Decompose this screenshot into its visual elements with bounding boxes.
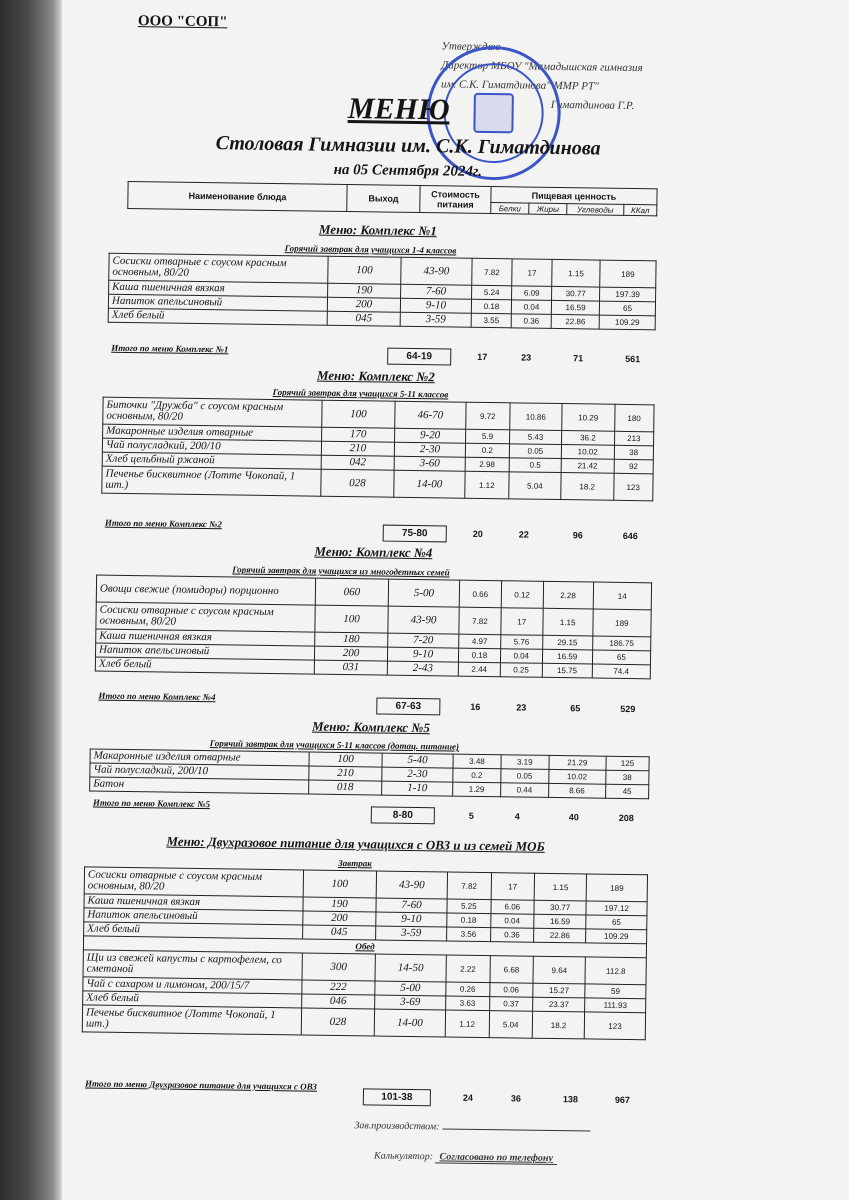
table-cell: 5.43 [509,430,562,445]
table-cell: 100 [303,870,376,898]
total-kcal: 529 [620,703,636,715]
table-cell: Чай полусладкий, 200/10 [90,763,309,780]
table-cell: 1.12 [445,1010,489,1038]
table-cell: 0.5 [509,458,562,473]
table-cell: 3-59 [376,926,447,941]
table-cell: 9.64 [533,956,586,984]
table-cell: 14-50 [375,954,446,982]
table-cell: 042 [321,455,394,470]
table-cell: Напиток апельсиновый [108,294,327,311]
col-yield: Выход [347,185,420,213]
table-cell: 14-00 [394,470,465,498]
table-cell: Хлеб белый [84,922,303,939]
table-cell: Хлеб белый [95,657,314,674]
table-cell: 300 [302,953,375,981]
table-cell: 23.37 [533,997,585,1012]
table-cell: 0.04 [511,300,551,315]
table-cell: 018 [309,780,382,795]
table-cell: 109.29 [599,315,655,330]
production-label: Зав.производством: [354,1120,440,1133]
total-fat: 23 [516,702,527,713]
col-nutrition: Пищевая ценность [491,187,657,205]
table-cell: 5.24 [472,285,512,300]
table-cell: 1-10 [382,781,453,796]
table-cell: 3.55 [471,313,511,328]
table-cell: Чай полусладкий, 200/10 [102,438,321,455]
table-cell: 3.48 [453,754,501,769]
total-kcal: 967 [614,1094,630,1106]
table-cell: 21.29 [549,755,606,770]
total-protein: 24 [462,1092,473,1103]
table-cell: 5.9 [466,429,510,444]
table-cell: 14-00 [374,1009,445,1037]
col-cost: Стоимость питания [420,186,491,214]
table-cell: Сосиски отварные с соусом красным основным, 80/20 [84,867,303,897]
table-cell: 100 [322,400,395,428]
menu-table [101,397,654,502]
table-cell: 74.4 [592,664,651,679]
approval-line: Утверждаю [441,40,501,54]
table-cell: 3-59 [400,312,471,327]
table-cell: 92 [614,459,654,474]
table-cell: 18.2 [532,1011,585,1039]
table-cell: 189 [593,609,652,637]
table-cell: 5.25 [447,899,491,914]
table-cell: Напиток апельсиновый [84,908,303,925]
total-kcal: 561 [625,353,641,365]
table-cell: 17 [491,873,535,901]
table-cell: 17 [512,259,552,287]
table-cell: 060 [315,578,388,606]
table-cell: 190 [303,897,376,912]
table-cell: 100 [309,752,382,767]
table-cell: 4.97 [459,634,501,649]
table-cell: 109.29 [586,929,647,944]
table-cell: 213 [614,431,654,446]
table-cell: 0.66 [459,580,501,608]
table-cell: 7.82 [472,258,512,286]
table-cell: 210 [309,766,382,781]
table-cell: 14 [593,582,652,610]
table-cell: 5.04 [489,1011,533,1039]
table-cell: 38 [606,770,649,785]
table-cell: 028 [321,469,394,497]
table-cell: 0.04 [490,914,534,929]
table-cell: 2-43 [387,661,458,676]
total-carbs: 40 [568,812,579,823]
table-cell: 5.76 [500,635,542,650]
company-name: ООО "СОП" [137,13,228,31]
calculator-value: Согласовано по телефону [435,1151,557,1165]
total-carbs: 96 [572,530,583,541]
table-cell: 031 [314,660,387,675]
table-cell: 2-30 [382,767,453,782]
table-cell: Сосиски отварные с соусом красным основным, 80/20 [96,602,315,632]
table-cell: 45 [605,784,648,799]
table-cell: 7.82 [459,607,501,635]
table-cell: Каша пшеничная вязкая [109,280,328,297]
table-cell: 123 [584,1012,645,1040]
total-protein: 17 [477,351,488,362]
production-signature [354,1120,590,1134]
total-protein: 16 [470,701,481,712]
table-cell: 0.2 [453,768,501,783]
table-cell: 2.98 [465,457,509,472]
table-cell: 10.29 [562,404,615,432]
table-cell: 9-10 [400,298,471,313]
table-cell: 197.39 [600,287,656,302]
section-title: Меню: Комплекс №2 [316,367,435,385]
total-cost: 8-80 [371,806,435,824]
table-cell: 200 [303,911,376,926]
table-cell: Обед [83,936,646,958]
table-cell: 0.2 [465,443,509,458]
table-cell: 210 [321,441,394,456]
table-cell: 16.59 [534,914,586,929]
table-cell: 7-20 [388,633,459,648]
table-cell: 2-30 [394,442,465,457]
table-cell: Сосиски отварные с соусом красным основным, 80/20 [109,253,328,283]
table-cell: 1.12 [465,471,509,499]
table-cell: 9-10 [376,912,447,927]
col-fat: Жиры [529,203,567,215]
table-cell: 170 [322,427,395,442]
table-cell: 200 [327,297,400,312]
total-fat: 22 [518,529,529,540]
table-cell: 43-90 [388,606,459,634]
table-cell: 22.86 [534,928,586,943]
table-cell: Овощи свежие (помидоры) порционно [96,575,315,605]
table-cell: 0.12 [501,581,543,609]
total-protein: 5 [468,810,474,821]
table-cell: 15.75 [542,663,592,678]
col-name: Наименование блюда [128,181,347,211]
table-cell: 7-60 [376,898,447,913]
table-cell: 36.2 [562,431,615,446]
table-cell: 5-00 [388,579,459,607]
table-cell: 65 [586,915,647,930]
table-cell: 16.59 [551,300,599,315]
table-cell: 6.06 [491,900,535,915]
total-fat: 36 [510,1093,521,1104]
table-cell: 180 [315,632,388,647]
table-cell: 0.18 [471,299,511,314]
table-cell: 18.2 [561,473,614,501]
meal-title: Горячий завтрак для учащихся 5-11 классов [272,387,449,400]
section-title: Меню: Комплекс №1 [318,221,437,239]
table-cell: 7-60 [401,284,472,299]
table-cell: Макаронные изделия отварные [90,749,309,766]
total-cost: 67-63 [376,697,440,715]
table-cell: 43-90 [376,871,447,899]
total-label: Итого по меню Комплекс №4 [98,690,216,703]
table-cell: Напиток апельсиновый [95,643,314,660]
total-label: Итого по меню Комплекс №1 [111,342,229,355]
table-cell: Хлеб белый [108,308,327,325]
table-cell: Щи из свежей капусты с картофелем, со сметаной [83,950,302,980]
table-cell: 15.27 [533,983,585,998]
table-cell: 3.63 [446,996,490,1011]
meal-title: Завтрак [338,857,372,869]
table-cell: 9.72 [466,402,510,430]
table-cell: 0.25 [500,663,542,678]
table-cell: 0.36 [490,928,534,943]
table-cell: 1.15 [534,873,587,901]
meal-title: Горячий завтрак для учащихся 1-4 классов [284,243,457,256]
table-cell: 222 [302,980,375,995]
table-cell: 112.8 [585,957,646,985]
table-cell: 3-69 [375,995,446,1010]
total-label: Итого по меню Комплекс №2 [104,517,223,530]
menu-table [89,748,650,799]
table-cell: Печенье бисквитное (Лотте Чокопай, 1 шт.) [102,466,321,496]
table-cell: Биточки "Дружба" с соусом красным основным, 80/20 [103,397,322,427]
total-carbs: 65 [570,703,581,714]
table-cell: Каша пшеничная вязкая [84,894,303,911]
table-cell: 8.66 [548,783,605,798]
table-cell: 125 [606,756,649,771]
total-cost: 101-38 [363,1088,431,1106]
table-cell: 46-70 [395,401,466,429]
col-carbs: Углеводы [567,204,624,216]
table-cell: 0.18 [458,648,500,663]
table-cell: 0.05 [509,444,562,459]
menu-document [44,12,830,1203]
table-cell: 045 [327,311,400,326]
page-title: МЕНЮ [347,92,450,127]
table-cell: 2.28 [543,581,593,609]
table-cell: 186.75 [592,636,651,651]
total-label: Итого по меню Комплекс №5 [92,797,211,810]
calculator-signature [374,1150,557,1164]
table-cell: 59 [585,984,646,999]
table-cell: 0.36 [511,314,551,329]
total-kcal: 646 [622,530,638,542]
table-cell: 43-90 [401,257,472,285]
table-cell: 2.44 [458,662,500,677]
total-cost: 75-80 [383,525,447,543]
table-cell: 200 [314,646,387,661]
table-cell: 5.04 [508,472,561,500]
section-title: Меню: Комплекс №5 [311,718,431,736]
table-cell: 22.86 [551,314,599,329]
table-cell: 7.82 [447,872,491,900]
table-cell: 16.59 [542,649,592,664]
table-cell: Хлеб белый [83,991,302,1008]
table-cell: 30.77 [534,900,586,915]
menu-table [82,866,648,1040]
table-cell: 0.44 [500,783,548,798]
section-title: Меню: Двухразовое питание для учащихся с ОВЗ и из семей МОБ [166,833,545,854]
total-fat: 4 [514,811,520,822]
col-protein: Белки [491,203,529,215]
table-cell: 6.09 [512,286,552,301]
column-header [127,181,657,216]
meal-title: Горячий завтрак для учащихся из многодетных семей [232,564,450,578]
table-cell: 29.15 [542,635,592,650]
table-cell: 65 [599,301,655,316]
table-cell: 045 [303,925,376,940]
table-cell: 028 [301,1008,374,1036]
table-cell: 189 [600,260,656,288]
menu-date: на 05 Сентября 2024г. [333,161,483,180]
table-cell: 1.15 [552,259,600,287]
table-cell: 10.86 [509,403,562,431]
table-cell: 046 [302,994,375,1009]
table-cell: 5-00 [375,981,446,996]
table-cell: 3.19 [501,755,549,770]
total-label: Итого по меню Двухразовое питание для учащихся с ОВЗ [84,1078,317,1092]
meal-title: Горячий завтрак для учащихся 5-11 классов (дотац. питание) [209,738,460,752]
table-cell: 10.02 [561,445,614,460]
table-cell: 190 [328,283,401,298]
table-cell: Хлеб цельбный ржаной [102,452,321,469]
table-cell: 5-40 [382,753,453,768]
table-cell: Макаронные изделия отварные [103,424,322,441]
table-cell: 0.18 [447,913,491,928]
table-cell: 0.37 [489,997,533,1012]
table-cell: 0.26 [446,982,490,997]
table-cell: 9-10 [387,647,458,662]
table-cell: 100 [328,256,401,284]
table-cell: 100 [315,605,388,633]
total-carbs: 71 [573,353,584,364]
approval-line: Гиматдинова Г.Р. [550,98,635,113]
approval-line: Директор МБОУ "Мамадышская гимназия [441,59,643,75]
col-kcal: ККал [624,204,657,215]
table-cell: 111.93 [585,998,646,1013]
total-fat: 23 [521,352,532,363]
table-cell: Чай с сахаром и лимоном, 200/15/7 [83,977,302,994]
table-cell: 123 [613,473,653,501]
total-kcal: 208 [618,812,634,824]
table-cell: 65 [592,650,651,665]
approval-line: им. С.К. Гиматдинова" ММР РТ" [440,78,599,93]
page-subtitle: Столовая Гимназии им. С.К. Гиматдинова [215,132,601,160]
menu-table [108,253,657,331]
table-cell: Печенье бисквитное (Лотте Чокопай, 1 шт.) [82,1005,301,1035]
total-protein: 20 [472,528,483,539]
table-cell: 197.12 [586,901,647,916]
menu-table [95,575,652,680]
table-cell: 0.06 [489,983,533,998]
table-cell: 17 [501,608,543,636]
table-cell: 3-60 [394,456,465,471]
table-cell: 1.29 [453,782,501,797]
table-cell: 21.42 [561,459,614,474]
total-cost: 64-19 [387,348,451,366]
total-carbs: 138 [562,1094,578,1105]
table-cell: 3.56 [447,927,491,942]
table-cell: 180 [614,404,654,432]
table-cell: 6.68 [490,956,534,984]
table-cell: 1.15 [542,608,592,636]
table-cell: 10.02 [548,769,605,784]
table-cell: Каша пшеничная вязкая [96,629,315,646]
calculator-label: Калькулятор: [373,1150,434,1163]
table-cell: Батон [90,777,309,794]
table-cell: 0.05 [501,769,549,784]
table-cell: 2.22 [446,955,490,983]
table-cell: 38 [614,445,654,460]
section-title: Меню: Комплекс №4 [314,543,433,561]
table-cell: 0.04 [500,649,542,664]
table-cell: 9-20 [395,428,466,443]
table-cell: 30.77 [552,286,600,301]
table-cell: 189 [586,874,647,902]
